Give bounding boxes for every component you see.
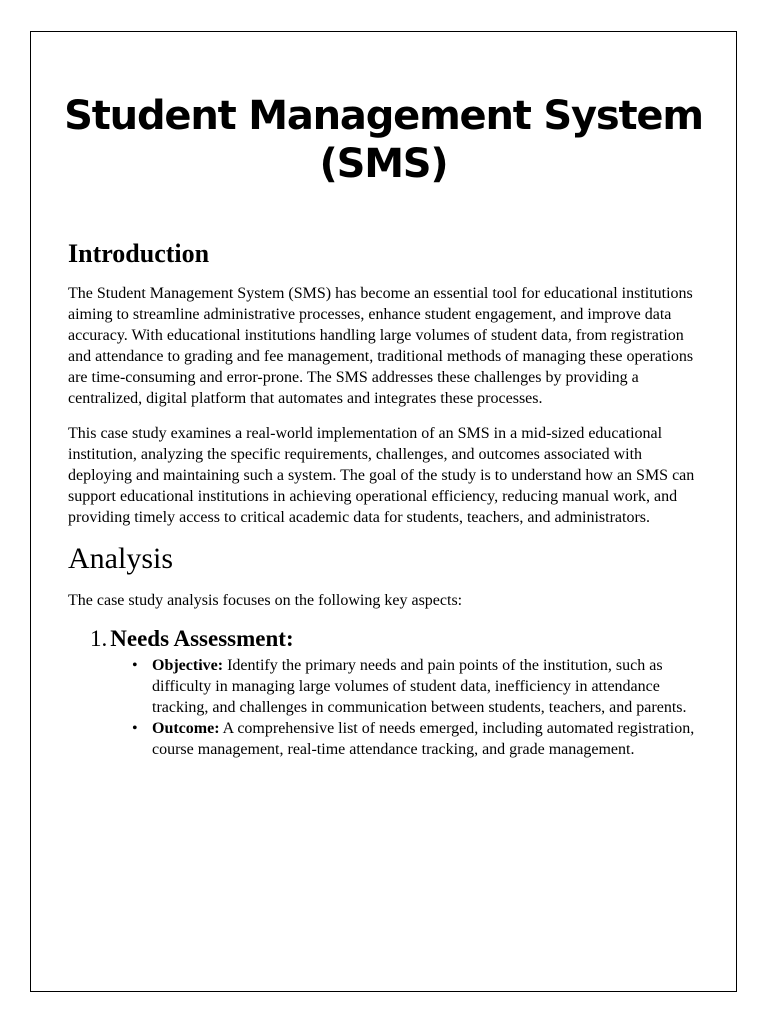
bullet-icon: • bbox=[132, 720, 138, 737]
title-line-1: Student Management System bbox=[64, 93, 703, 139]
document-page bbox=[30, 31, 737, 992]
introduction-paragraph-2: This case study examines a real-world implementation of an SMS in a mid-sized educational institution, analyzing the specific requirements, challenges, and outcomes associated with deploying and maintaining such a system. The goal of the study is to understand how an SMS can support educational institutions in achieving operational efficiency, reducing manual work, and providing timely access to critical academic data for students, teachers, and administrators. bbox=[68, 425, 695, 526]
introduction-heading: Introduction bbox=[68, 239, 210, 268]
bullet-item-objective bbox=[132, 655, 703, 718]
list-item-heading bbox=[90, 625, 703, 653]
document-body bbox=[68, 232, 703, 760]
introduction-paragraph-1: The Student Management System (SMS) has become an essential tool for educational institutions aiming to streamline administrative processes, enhance student engagement, and improve data accuracy. With educational institutions handling large volumes of student data, from registration and attendance to grading and fee management, traditional methods of managing these operations are time-consuming and error-prone. The SMS addresses these challenges by providing a centralized, digital platform that automates and integrates these processes. bbox=[68, 285, 694, 407]
list-item-number: 1. bbox=[90, 626, 108, 651]
document-title bbox=[31, 92, 736, 188]
analysis-heading: Analysis bbox=[68, 542, 173, 575]
bullet-list bbox=[68, 655, 703, 760]
bullet-item-outcome bbox=[132, 718, 703, 760]
bullet-label-objective: Objective: bbox=[152, 657, 224, 674]
bullet-label-outcome: Outcome: bbox=[152, 720, 220, 737]
bullet-text-outcome: A comprehensive list of needs emerged, including automated registration, course management, real-time attendance tracking, and grade management. bbox=[152, 720, 695, 758]
numbered-list bbox=[68, 625, 703, 760]
bullet-icon: • bbox=[132, 657, 138, 674]
analysis-intro: The case study analysis focuses on the following key aspects: bbox=[68, 592, 463, 609]
bullet-text-objective: Identify the primary needs and pain points of the institution, such as difficulty in managing large volumes of student data, inefficiency in attendance tracking, and challenges in communication between students, teachers, and parents. bbox=[152, 657, 687, 716]
title-line-2: (SMS) bbox=[319, 141, 448, 187]
list-item-title: Needs Assessment: bbox=[110, 626, 294, 651]
